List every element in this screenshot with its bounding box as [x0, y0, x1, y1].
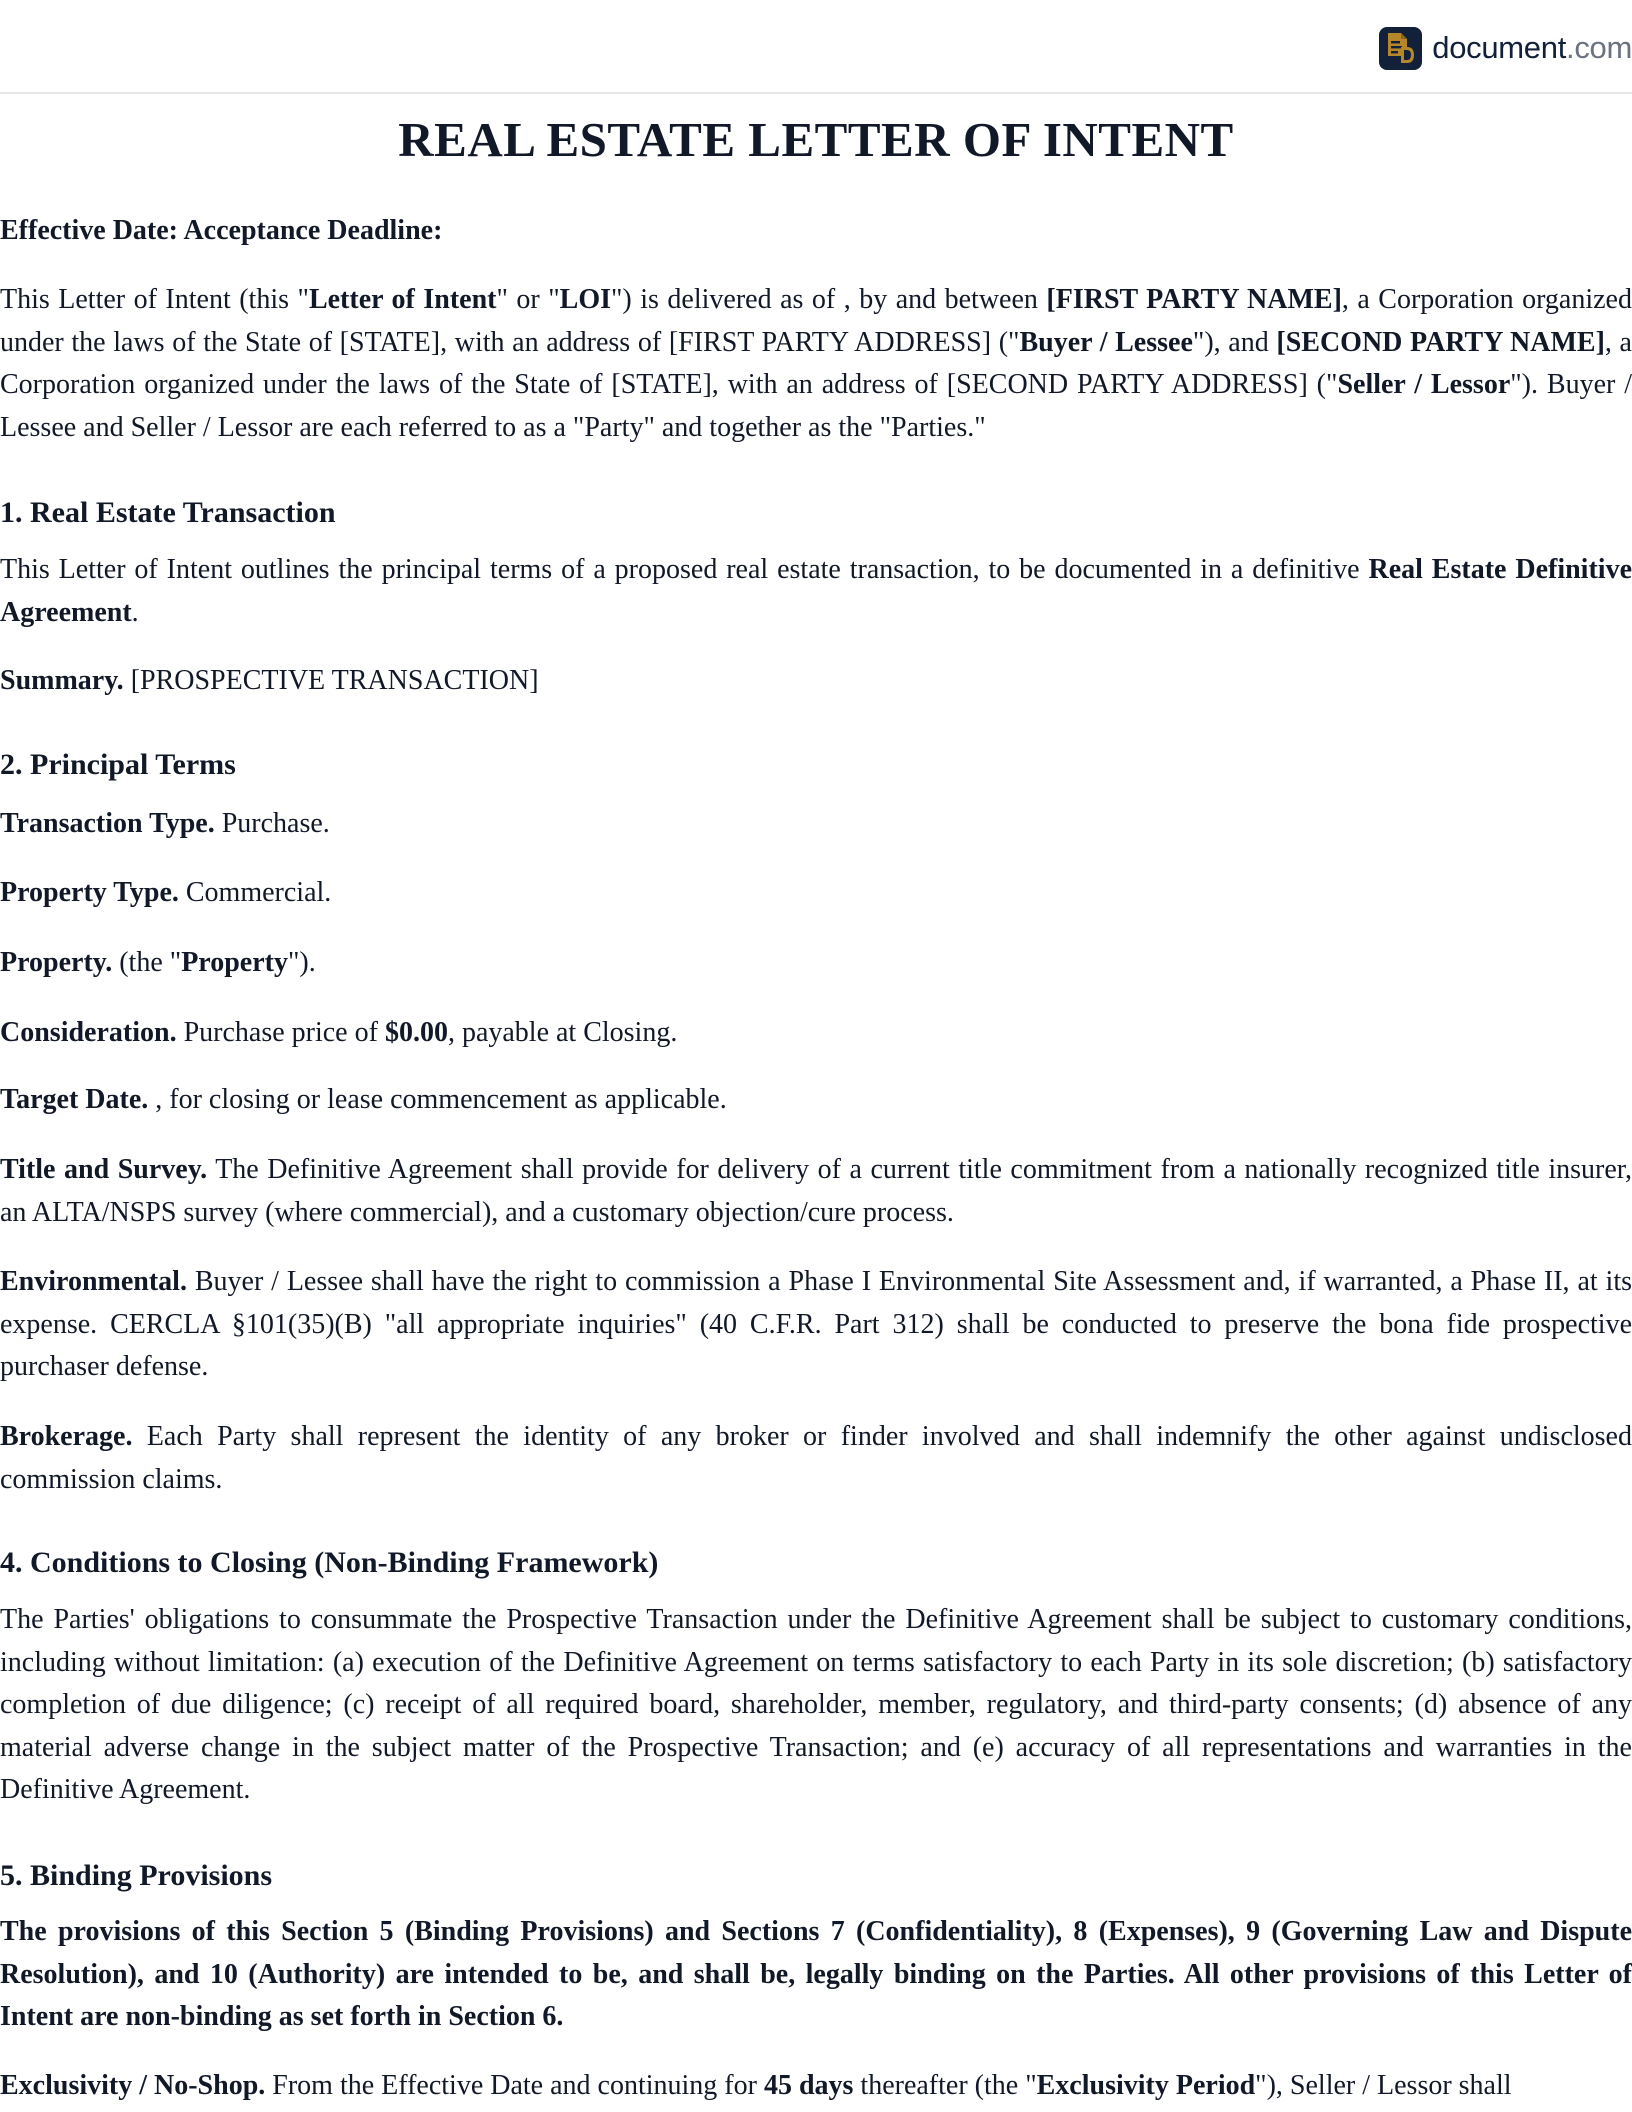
environmental-clause: Environmental. Buyer / Lessee shall have the right to commission a Phase I Environmental Site Assessment and, if warranted, a Phase II, at its expense. CERCLA §101(35)(B) "all appropriate inquiries" (40 C.F.R. Part 312) shall be conducted to preserve the bona fide prospective purchaser defense. — [0, 1266, 1632, 1383]
document-d-icon — [1379, 27, 1422, 70]
brand-logo-link[interactable] — [1379, 26, 1632, 70]
dates-line: Effective Date: Acceptance Deadline: — [0, 215, 443, 246]
consideration-clause: Consideration. Purchase price of $0.00, payable at Closing. — [0, 1017, 678, 1048]
section-2-heading: 2. Principal Terms — [0, 748, 236, 781]
top-bar — [0, 0, 1632, 94]
section-4-heading: 4. Conditions to Closing (Non-Binding Framework) — [0, 1546, 659, 1579]
title-survey-clause: Title and Survey. The Definitive Agreement shall provide for delivery of a current title commitment from a nationally recognized title insurer, an ALTA/NSPS survey (where commercial), and a customary objection/cure process. — [0, 1154, 1632, 1228]
section-1-heading: 1. Real Estate Transaction — [0, 496, 336, 529]
property-clause: Property. (the "Property"). — [0, 947, 316, 978]
brand-name: document.com — [1432, 30, 1632, 65]
conditions-paragraph: The Parties' obligations to consummate the Prospective Transaction under the Definitive Agreement shall be subject to customary conditions, including without limitation: (a) execution of the Definitive Agreement on terms satisfactory to each Party in its sole discretion; (b) satisfactory completion of due diligence; (c) receipt of all required board, shareholder, member, regulatory, and third-party consents; (d) absence of any material adverse change in the subject matter of the Prospective Transaction; and (e) accuracy of all representations and warranties in the Definitive Agreement. — [0, 1604, 1632, 1806]
summary-clause: Summary. [PROSPECTIVE TRANSACTION] — [0, 665, 539, 696]
intro-paragraph: This Letter of Intent (this "Letter of Intent" or "LOI") is delivered as of , by and between [FIRST PARTY NAME], a Corporation organized under the laws of the State of [STATE], with an address of [FIRST PARTY ADDRESS] ("Buyer / Lessee"), and [SECOND PARTY NAME], a Corporation organized under the laws of the State of [STATE], with an address of [SECOND PARTY ADDRESS] ("Seller / Lessor"). Buyer / Lessee and Seller / Lessor are each referred to as a "Party" and together as the "Parties." — [0, 284, 1632, 443]
property-type-clause: Property Type. Commercial. — [0, 877, 332, 908]
section-5-heading: 5. Binding Provisions — [0, 1859, 273, 1892]
document-title: REAL ESTATE LETTER OF INTENT — [398, 112, 1234, 167]
binding-provisions-paragraph: The provisions of this Section 5 (Binding Provisions) and Sections 7 (Confidentiality), 8 (Expenses), 9 (Governing Law and Dispute Resolution), and 10 (Authority) are intended to be, and shall be, legally binding on the Parties. All other provisions of this Letter of Intent are non-binding as set forth in Section 6. — [0, 1916, 1632, 2033]
section-1-paragraph: This Letter of Intent outlines the principal terms of a proposed real estate transaction, to be documented in a definitive Real Estate Definitive Agreement. — [0, 554, 1632, 628]
target-date-clause: Target Date. , for closing or lease commencement as applicable. — [0, 1084, 727, 1115]
brokerage-clause: Brokerage. Each Party shall represent the identity of any broker or finder involved and shall indemnify the other against undisclosed commission claims. — [0, 1421, 1632, 1495]
transaction-type-clause: Transaction Type. Purchase. — [0, 808, 330, 839]
exclusivity-clause: Exclusivity / No-Shop. From the Effective Date and continuing for 45 days thereafter (the "Exclusivity Period"), Seller / Lessor shall — [0, 2070, 1512, 2101]
